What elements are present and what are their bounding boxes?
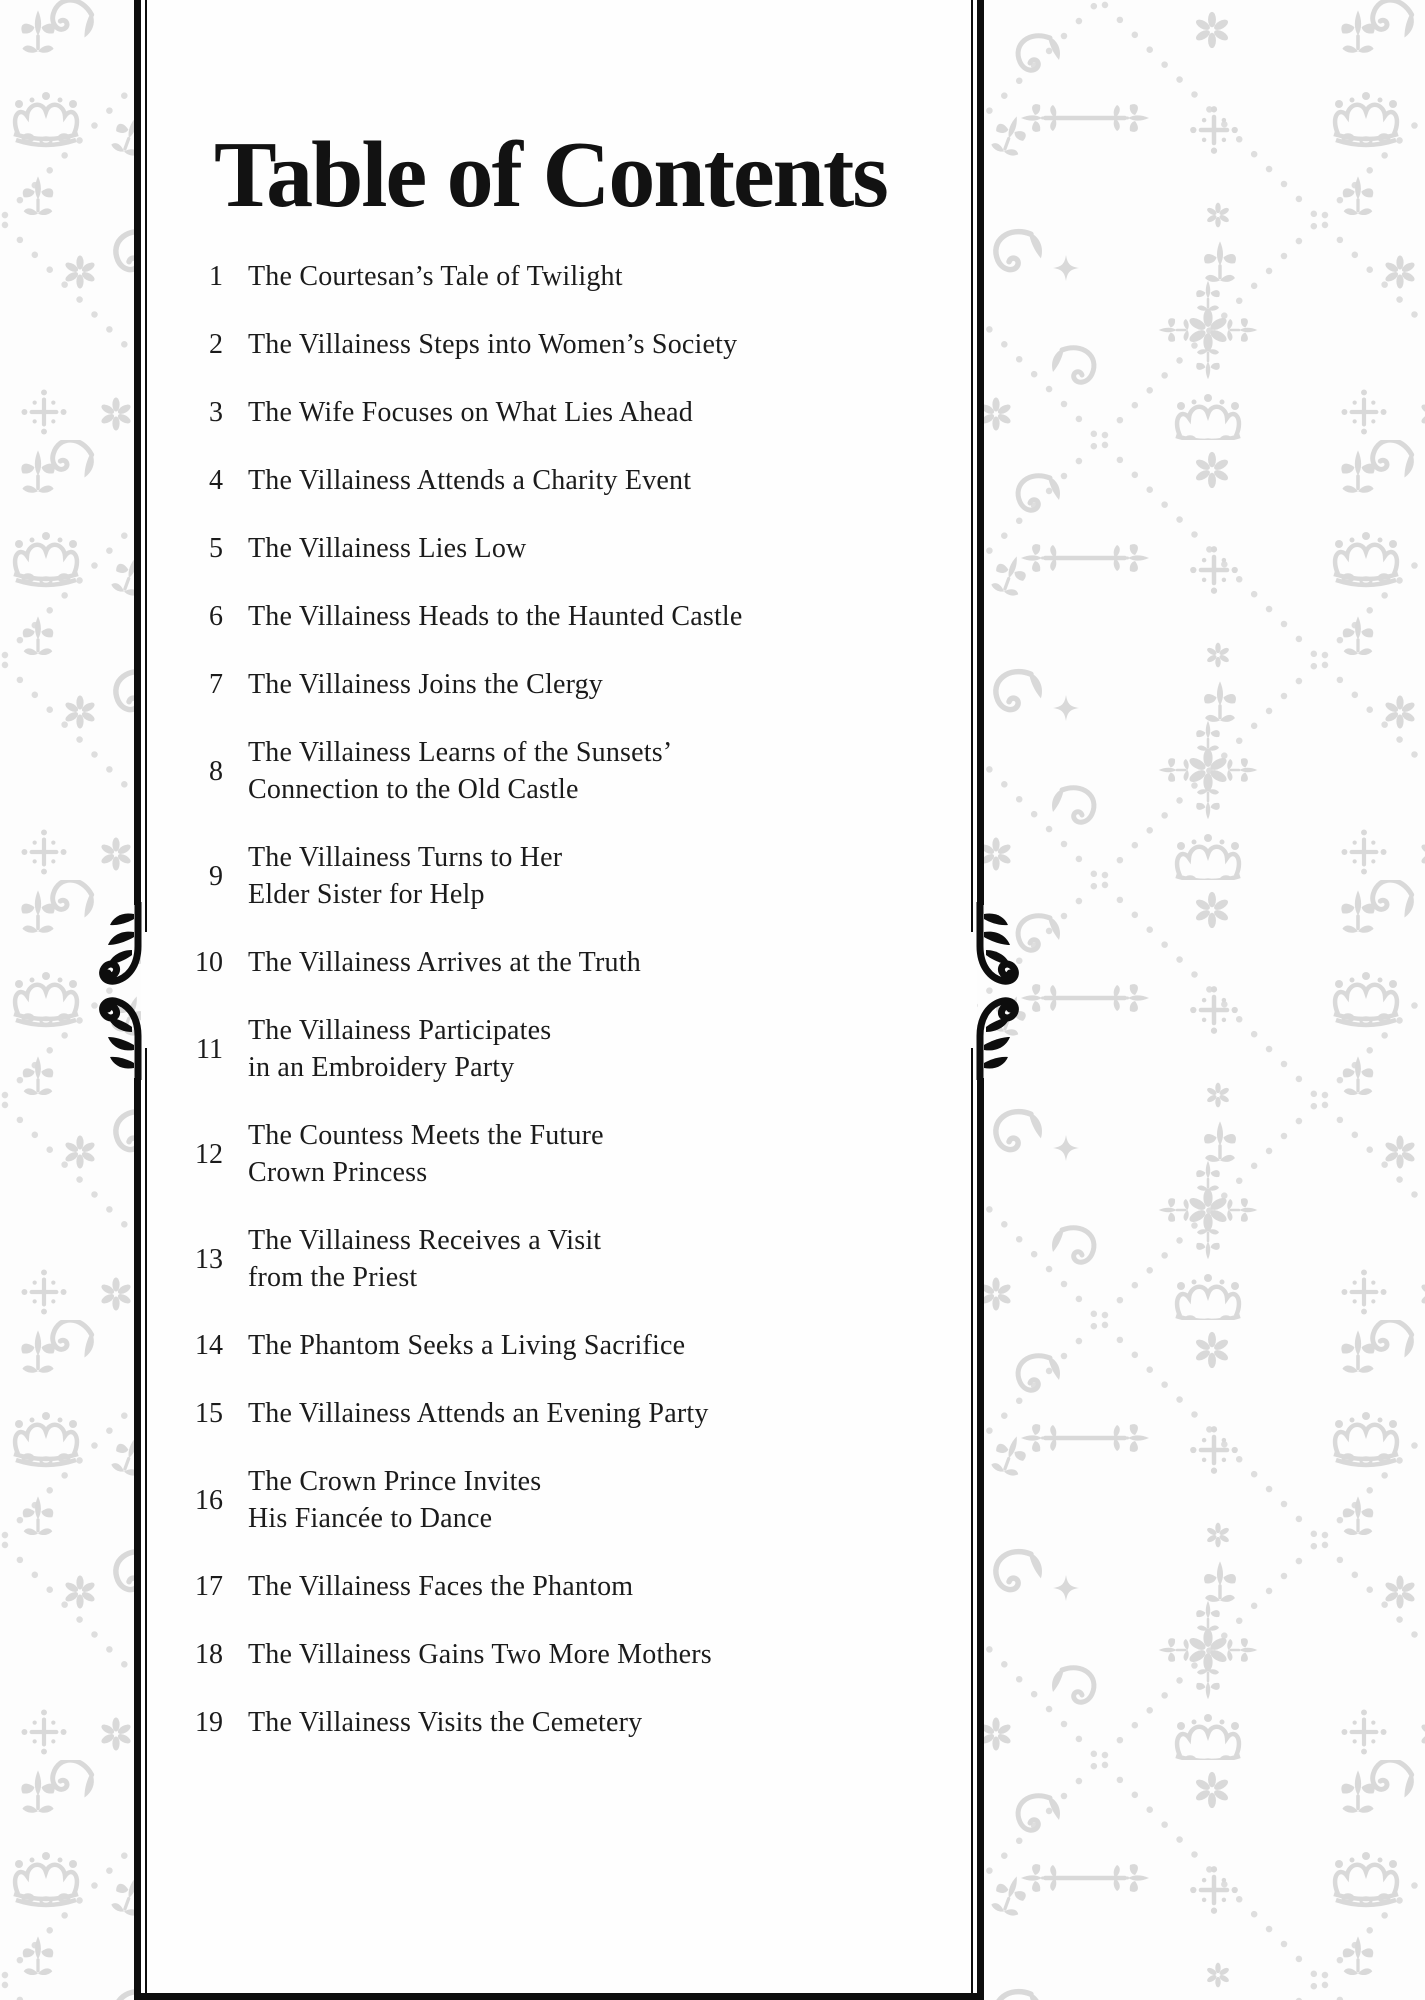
chapter-title: The Countess Meets the Future Crown Princess — [248, 1120, 604, 1188]
chapter-title: The Villainess Receives a Visit from the Priest — [248, 1225, 602, 1293]
toc-entry — [190, 1222, 790, 1296]
chapter-number: 13 — [195, 1243, 223, 1275]
chapter-title: The Villainess Lies Low — [248, 533, 527, 564]
chapter-number: 5 — [209, 533, 223, 564]
flourish-icon-left-bottom — [98, 996, 146, 1080]
page-title: Table of Contents — [214, 122, 887, 227]
left-border-rule — [134, 0, 141, 905]
chapter-number: 15 — [195, 1398, 223, 1429]
chapter-number: 2 — [209, 329, 223, 360]
chapter-number: 10 — [195, 947, 223, 978]
left-border-inner-rule — [145, 0, 147, 932]
chapter-title: The Villainess Arrives at the Truth — [248, 947, 641, 978]
chapter-title: The Villainess Faces the Phantom — [248, 1571, 634, 1602]
chapter-title: The Wife Focuses on What Lies Ahead — [248, 397, 693, 428]
chapter-title: The Villainess Gains Two More Mothers — [248, 1639, 712, 1670]
chapter-number: 16 — [195, 1484, 223, 1516]
chapter-number: 18 — [195, 1639, 223, 1670]
left-border-inner-rule — [145, 1048, 147, 2000]
chapter-number: 11 — [196, 1033, 223, 1065]
toc-entry — [190, 1704, 790, 1741]
chapter-title: The Phantom Seeks a Living Sacrifice — [248, 1330, 686, 1361]
toc-entry — [190, 1327, 790, 1364]
toc-entry — [190, 944, 790, 981]
chapter-number: 1 — [209, 261, 223, 292]
chapter-title: The Villainess Attends a Charity Event — [248, 465, 692, 496]
toc-entry — [190, 258, 790, 295]
toc-entry — [190, 530, 790, 567]
toc-entry — [190, 326, 790, 363]
chapter-title: The Villainess Turns to Her Elder Sister for Help — [248, 842, 563, 910]
toc-entry — [190, 1636, 790, 1673]
right-border-inner-rule — [971, 1048, 973, 2000]
chapter-number: 19 — [195, 1707, 223, 1738]
right-border-rule — [977, 1078, 984, 2000]
toc-entry — [190, 462, 790, 499]
right-border-inner-rule — [971, 0, 973, 932]
toc-entry — [190, 1463, 790, 1537]
chapter-title: The Villainess Visits the Cemetery — [248, 1707, 643, 1738]
chapter-number: 12 — [195, 1138, 223, 1170]
toc-list — [190, 258, 790, 1772]
flourish-icon-left-top — [98, 902, 146, 986]
chapter-title: The Villainess Joins the Clergy — [248, 669, 604, 700]
chapter-number: 9 — [209, 860, 223, 892]
toc-entry — [190, 1012, 790, 1086]
chapter-number: 17 — [195, 1571, 223, 1602]
chapter-number: 14 — [195, 1330, 223, 1361]
chapter-number: 7 — [209, 669, 223, 700]
toc-entry — [190, 1395, 790, 1432]
chapter-title: The Courtesan’s Tale of Twilight — [248, 261, 623, 292]
flourish-icon-right-top — [972, 902, 1020, 986]
bottom-border-rule — [134, 1993, 984, 2000]
left-border-rule — [134, 1078, 141, 2000]
chapter-number: 4 — [209, 465, 223, 496]
chapter-title: The Crown Prince Invites His Fiancée to Dance — [248, 1466, 542, 1534]
chapter-title: The Villainess Steps into Women’s Society — [248, 329, 738, 360]
chapter-number: 3 — [209, 397, 223, 428]
toc-entry — [190, 394, 790, 431]
toc-entry — [190, 734, 790, 808]
chapter-title: The Villainess Heads to the Haunted Castle — [248, 601, 743, 632]
chapter-title: The Villainess Participates in an Embroidery Party — [248, 1015, 552, 1083]
right-border-rule — [977, 0, 984, 905]
chapter-title: The Villainess Attends an Evening Party — [248, 1398, 709, 1429]
toc-entry — [190, 839, 790, 913]
toc-entry — [190, 598, 790, 635]
toc-entry — [190, 666, 790, 703]
flourish-icon-right-bottom — [972, 996, 1020, 1080]
toc-entry — [190, 1568, 790, 1605]
toc-entry — [190, 1117, 790, 1191]
chapter-number: 6 — [209, 601, 223, 632]
chapter-title: The Villainess Learns of the Sunsets’ Connection to the Old Castle — [248, 737, 673, 805]
chapter-number: 8 — [209, 755, 223, 787]
